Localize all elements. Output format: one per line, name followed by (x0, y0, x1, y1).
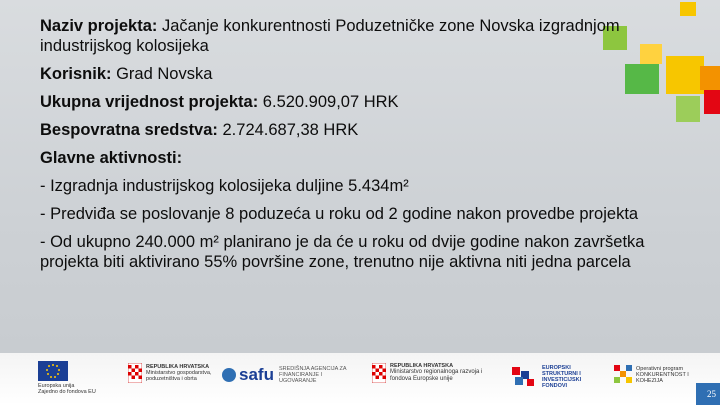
ministry-regional-logo (372, 363, 490, 383)
safu-mark-icon (222, 368, 236, 382)
activity-item (40, 232, 680, 272)
op-kk-caption: Operativni program KONKURENTNOST I KOHEZIJA (636, 366, 689, 384)
croatian-coat-of-arms-icon (128, 363, 142, 383)
ministry-economy-logo (128, 363, 218, 383)
safu-logo (222, 365, 349, 385)
rh2-ministry-name: Ministarstvo regionalnoga razvoja i fondova Europske unije (390, 369, 483, 382)
rh2-title: REPUBLIKA HRVATSKA (390, 363, 454, 369)
esif-logo (512, 365, 602, 389)
label-grant: Bespovratna sredstva: (40, 121, 218, 139)
op-kk-logo (614, 365, 694, 385)
square-orange (700, 66, 720, 90)
esif-caption: EUROPSKI STRUKTURNI I INVESTICIJSKI FONDOVI (542, 365, 582, 389)
logo-strip (0, 353, 720, 405)
square-yellow (680, 2, 696, 16)
value-project-name: Jačanje konkurentnosti Poduzetničke zone Novska izgradnjom industrijskog kolosijeka (40, 17, 620, 55)
label-activities: Glavne aktivnosti: (40, 149, 183, 167)
info-total-value (40, 92, 680, 112)
activity-text: - Predviđa se poslovanje 8 poduzeća u roku od 2 godine nakon provedbe projekta (40, 205, 639, 223)
value-total-value: 6.520.909,07 HRK (258, 93, 399, 111)
info-grant (40, 120, 680, 140)
safu-caption: SREDIŠNJA AGENCIJA ZA FINANCIRANJE I UGOVARANJE (278, 366, 347, 384)
op-kk-mark-icon (614, 365, 632, 385)
safu-name: safu (239, 365, 274, 384)
activity-text: - Od ukupno 240.000 m² planirano je da će u roku od dvije godine nakon završetka projekta biti aktivirano 55% površine zone, trenutno nije aktivna niti jedna parcela (40, 233, 645, 271)
activity-item (40, 176, 680, 196)
label-project-name: Naziv projekta: (40, 17, 158, 35)
value-beneficiary: Grad Novska (111, 65, 213, 83)
eu-flag-icon (38, 361, 68, 381)
eu-logo (38, 361, 96, 395)
label-total-value: Ukupna vrijednost projekta: (40, 93, 259, 111)
rh-ministry-name: Ministarstvo gospodarstva, poduzetništva i obrta (146, 370, 212, 382)
activity-item (40, 204, 680, 224)
project-info (40, 16, 680, 280)
eu-caption: Europska unija Zajedno do fondova EU (38, 383, 96, 395)
activity-text: - Izgradnja industrijskog kolosijeka duljine 5.434m² (40, 177, 409, 195)
info-project-name (40, 16, 680, 56)
label-beneficiary: Korisnik: (40, 65, 112, 83)
value-grant: 2.724.687,38 HRK (217, 121, 359, 139)
info-beneficiary (40, 64, 680, 84)
square-red (704, 90, 720, 114)
rh-title: REPUBLIKA HRVATSKA (146, 364, 210, 370)
page-number: 25 (707, 389, 716, 399)
esif-mark-icon (512, 367, 538, 387)
croatian-coat-of-arms-icon (372, 363, 386, 383)
info-activities (40, 148, 680, 168)
